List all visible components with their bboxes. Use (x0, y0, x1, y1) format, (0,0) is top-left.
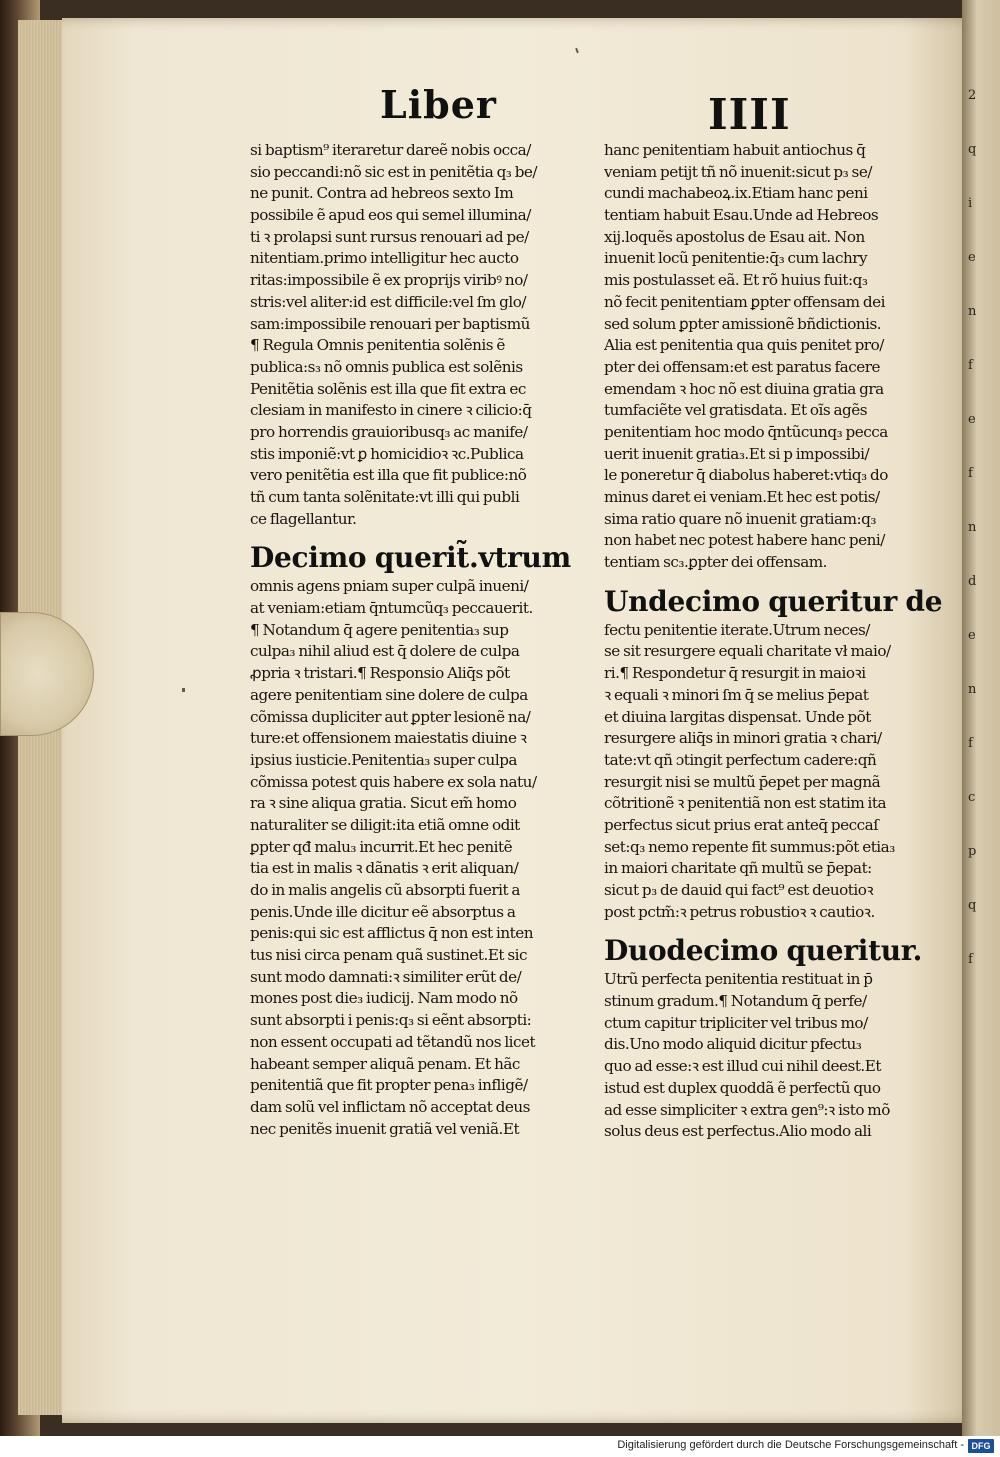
text-column-left (250, 140, 595, 1140)
facing-page-fragment: f (968, 736, 973, 751)
text-line: publica:s₃ nõ omnis publica est solẽnis (250, 357, 523, 376)
running-head-left: Liber (380, 82, 497, 127)
text-line: resurgere aliq̄s in minori gratia ꝛ chari/ (604, 729, 882, 748)
dfg-logo: DFG (968, 1439, 994, 1453)
text-line: Alia est penitentia qua quis penitet pro/ (604, 336, 884, 355)
text-line: sunt absorpti i penis:q₃ si eẽnt absorpti: (250, 1011, 532, 1030)
text-line: do in malis angelis cũ absorpti fuerit a (250, 881, 520, 899)
text-line: ce flagellantur. (250, 509, 357, 528)
facing-page-fragment: n (968, 304, 977, 319)
text-line: ꝑpter qđ malu₃ incurrit.Et hec penitẽ (250, 837, 513, 856)
digitization-credit: Digitalisierung gefördert durch die Deutsche Forschungsgemeinschaft - (617, 1439, 964, 1451)
section-heading-duodecimo: Duodecimo queritur. (604, 934, 923, 968)
text-line: ture:et offensionem maiestatis diuine ꝛ (250, 729, 527, 748)
text-line: nõ fecit penitentiam ꝑpter offensam dei (604, 292, 885, 311)
text-line: dam solũ vel inflictam nõ acceptat deus (250, 1097, 530, 1116)
facing-page-fragment: e (968, 250, 976, 265)
text-line: sicut p₃ de dauid qui fact⁹ est deuotioꝛ (604, 881, 874, 899)
text-line: tentiam sc₃.ꝑpter dei offensam. (604, 553, 828, 572)
text-line: penitentiam hoc modo q̄ntũcunq₃ pecca (604, 422, 888, 441)
text-line: tate:vt qñ ɔtingit perfectum cadere:qñ (604, 750, 877, 769)
text-line: mis postulasset eã. Et rõ huius fuit:q₃ (604, 271, 868, 290)
text-line: ¶ Regula Omnis penitentia solẽnis ẽ (250, 336, 505, 355)
ink-mark (182, 688, 185, 692)
text-line: le poneretur q̄ diabolus haberet:vtiq₃ do (604, 466, 888, 485)
facing-page-fragment: f (968, 466, 973, 481)
facing-page-fragment: f (968, 952, 973, 967)
text-line: resurgit nisi se multũ p̄epet per magnã (604, 772, 881, 791)
text-line: xij.loquẽs apostolus de Esau ait. Non (604, 227, 865, 246)
text-column-right (604, 140, 942, 1143)
text-line: tus nisi circa penam quã sustinet.Et sic (250, 946, 528, 965)
text-line: fectu penitentie iterate.Utrum neces/ (604, 620, 870, 639)
text-line: si baptism⁹ iteraretur dareẽ nobis occa/ (250, 141, 531, 159)
facing-page-fragment: i (968, 196, 973, 211)
facing-page-fragment: e (968, 412, 976, 427)
facing-page-strip (962, 0, 1000, 1440)
text-line: minus daret ei veniam.Et hec est potis/ (604, 488, 880, 506)
text-line: clesiam in manifesto in cinere ꝛ cilicio:q̄ (250, 401, 532, 420)
text-line: se sit resurgere equali charitate vł maio/ (604, 642, 891, 661)
text-line: possibile ẽ apud eos qui semel illumina/ (250, 206, 531, 225)
text-line: perfectus sicut prius erat anteq̄ peccaſ (604, 815, 879, 834)
text-line: ri.¶ Respondetur q̄ resurgit in maioꝛi (604, 664, 866, 683)
text-line: uerit inuenit gratia₃.Et si p impossibi/ (604, 444, 870, 463)
text-line: stris:vel aliter:id est difficile:vel ſm glo/ (250, 292, 526, 311)
paragraph-block (604, 140, 942, 574)
text-line: inuenit locũ penitentie:q̄₃ cum lachry (604, 249, 868, 268)
text-line: in maiori charitate qñ multũ se p̄epat: (604, 859, 872, 878)
section-heading-decimo: Decimo querit̃.vtrum (250, 541, 571, 575)
text-line: ꝓpria ꝛ tristari.¶ Responsio Aliq̄s põt (250, 664, 510, 683)
text-line: nec penitẽs inuenit gratiã vel veniã.Et (250, 1119, 520, 1138)
paragraph-block (250, 140, 595, 530)
text-line: ti ꝛ prolapsi sunt rursus renouari ad pe/ (250, 227, 529, 246)
text-line: naturaliter se diligit:ita etiã omne odit (250, 815, 520, 834)
text-line: ꝛ equali ꝛ minori ſm q̄ se melius p̄epat (604, 685, 869, 704)
text-line: Utrũ perfecta penitentia restituat in p̄ (604, 970, 873, 989)
text-line: omnis agens pniam super culpã inueni/ (250, 577, 529, 596)
text-line: tumfaciẽte vel gratisdata. Et oĩs agẽs (604, 401, 868, 420)
text-line: stinum gradum.¶ Notandum q̄ perfe/ (604, 992, 867, 1011)
facing-page-fragment: n (968, 520, 977, 535)
text-line: ad esse simpliciter ꝛ extra gen⁹:ꝛ isto mõ (604, 1100, 890, 1119)
text-line: ctum capitur tripliciter vel tribus mo/ (604, 1013, 868, 1032)
text-line: culpa₃ nihil aliud est q̄ dolere de culpa (250, 642, 520, 661)
facing-page-fragment: p (968, 844, 977, 859)
paragraph-block (250, 576, 595, 1140)
text-line: stis imponiẽ:vt ꝑ homicidioꝛ ꝛc.Publica (250, 444, 524, 463)
text-line: vero penitẽtia est illa que fit publice:nõ (250, 466, 527, 485)
paragraph-block (604, 969, 942, 1143)
text-line: mones post die₃ iudicij. Nam modo nõ (250, 989, 518, 1008)
text-line: ne punit. Contra ad hebreos sexto Im (250, 184, 514, 203)
text-line: penitentiã que fit propter pena₃ infligẽ/ (250, 1076, 528, 1095)
text-line: sed solum ꝑpter amissionẽ bñdictionis. (604, 314, 882, 333)
text-line: agere penitentiam sine dolere de culpa (250, 685, 528, 704)
text-line: quo ad esse:ꝛ est illud cui nihil deest.Et (604, 1057, 881, 1076)
text-line: tñ cum tanta solẽnitate:vt illi qui publi (250, 488, 520, 506)
facing-page-fragment: f (968, 358, 973, 373)
text-line: at veniam:etiam q̄ntumcũq₃ peccauerit. (250, 599, 533, 618)
text-line: post pctm̃:ꝛ petrus robustioꝛ ꝛ cautioꝛ. (604, 902, 875, 921)
text-line: tia est in malis ꝛ dãnatis ꝛ erit aliquan/ (250, 859, 519, 878)
text-line: sima ratio quare nõ inuenit gratiam:q₃ (604, 509, 876, 528)
text-line: tentiam habuit Esau.Unde ad Hebreos (604, 206, 879, 225)
text-line: dis.Uno modo aliquid dicitur pfectu₃ (604, 1035, 862, 1054)
text-line: veniam petijt tñ nõ inuenit:sicut p₃ se/ (604, 162, 872, 181)
text-line: cõmissa potest quis habere ex sola natu/ (250, 772, 537, 791)
text-line: ¶ Notandum q̄ agere penitentia₃ sup (250, 620, 509, 639)
facing-page-fragment: 2 (968, 88, 977, 103)
text-line: ra ꝛ sine aliqua gratia. Sicut em̃ homo (250, 794, 517, 813)
facing-page-fragment: c (968, 790, 976, 805)
text-line: cõtritionẽ ꝛ penitentiã non est statim ita (604, 794, 887, 813)
facing-page-fragment: e (968, 628, 976, 643)
text-line: set:q₃ nemo repente fit summus:põt etia₃ (604, 837, 895, 856)
running-head-right: IIII (708, 90, 791, 139)
text-line: solus deus est perfectus.Alio modo ali (604, 1122, 872, 1141)
text-line: emendam ꝛ hoc nõ est diuina gratia gra (604, 379, 884, 398)
text-line: Penitẽtia solẽnis est illa que fit extra ec (250, 379, 526, 398)
text-line: istud est duplex quoddã ẽ perfectũ quo (604, 1078, 881, 1097)
text-line: et diuina largitas dispensat. Unde põt (604, 707, 871, 726)
text-line: ritas:impossibile ẽ ex proprijs viribꝰ no/ (250, 271, 528, 290)
text-line: cundi machabeoꝝ.ix.Etiam hanc peni (604, 184, 868, 203)
facing-page-fragment: q (968, 142, 977, 157)
paragraph-block (604, 620, 942, 924)
facing-page-fragment: d (968, 574, 977, 589)
text-line: non habet nec potest habere hanc peni/ (604, 531, 885, 550)
text-line: sunt modo damnati:ꝛ similiter erũt de/ (250, 967, 522, 986)
text-line: cõmissa dupliciter aut ꝑpter lesionẽ na/ (250, 707, 531, 726)
footer-bar (0, 1436, 1000, 1457)
facing-page-fragment: n (968, 682, 977, 697)
text-line: non essent occupati ad tẽtandũ nos licet (250, 1032, 536, 1051)
text-line: penis:qui sic est afflictus q̄ non est inten (250, 924, 533, 943)
text-line: penis.Unde ille dicitur eẽ absorptus a (250, 902, 516, 921)
facing-page-fragment: q (968, 898, 977, 913)
text-line: sio peccandi:nõ sic est in penitẽtia q₃ be/ (250, 162, 538, 181)
text-line: ipsius iusticie.Penitentia₃ super culpa (250, 750, 517, 769)
text-line: pro horrendis grauioribusq₃ ac manife/ (250, 422, 528, 441)
text-line: nitentiam.primo intelligitur hec aucto (250, 249, 519, 268)
text-line: pter dei offensam:et est paratus facere (604, 357, 880, 376)
text-line: sam:impossibile renouari per baptismũ (250, 314, 530, 333)
text-line: hanc penitentiam habuit antiochus q̄ (604, 141, 866, 159)
section-heading-undecimo: Undecimo queritur de (604, 584, 942, 618)
text-line: habeant semper aliquã penam. Et hãc (250, 1054, 520, 1073)
